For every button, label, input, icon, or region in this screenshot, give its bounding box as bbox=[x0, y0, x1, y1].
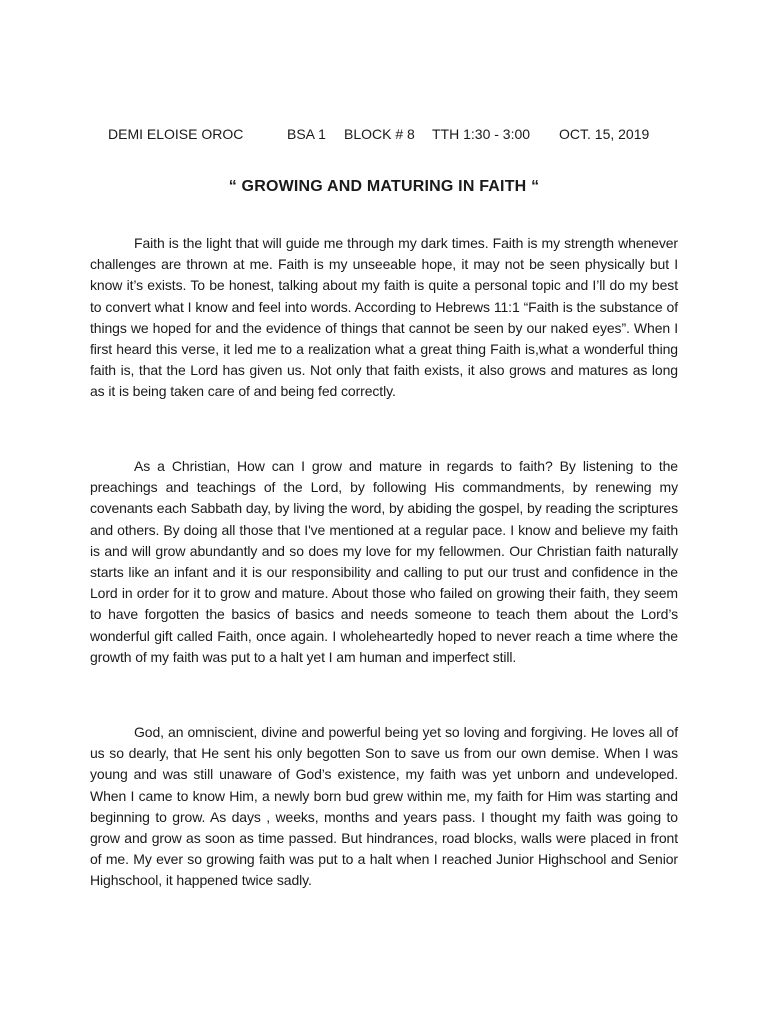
paragraph: As a Christian, How can I grow and mature in regards to faith? By listening to the preachings and teachings of the Lord, by following His commandments, by renewing my covenants each Sabbath day, by living the word, by abiding the gospel, by reading the scriptures and others. By doing all those that I've mentioned at a regular pace. I know and believe my faith is and will grow abundantly and so does my love for my fellowmen. Our Christian faith naturally starts like an infant and it is our responsibility and calling to put our trust and confidence in the Lord in order for it to grow and mature. About those who failed on growing their faith, they seem to have forgotten the basics of basics and needs someone to teach them about the Lord’s wonderful gift called Faith, once again. I wholeheartedly hoped to never reach a time where the growth of my faith was put to a halt yet I am human and imperfect still. bbox=[90, 458, 678, 665]
paragraph-1-block bbox=[90, 233, 678, 403]
document-title: “ GROWING AND MATURING IN FAITH “ bbox=[228, 178, 540, 195]
author-name: DEMI ELOISE OROC bbox=[108, 126, 244, 142]
header-line bbox=[0, 124, 768, 144]
course-code: BSA 1 bbox=[287, 126, 326, 142]
paragraph: God, an omniscient, divine and powerful being yet so loving and forgiving. He loves all of us so dearly, that He sent his only begotten Son to save us from our own demise. When I was young and was still unaware of God’s existence, my faith was yet unborn and undeveloped. When I came to know Him, a newly born bud grew within me, my faith for Him was starting and beginning to grow. As days , weeks, months and years pass. I thought my faith was going to grow and grow as soon as time passed. But hindrances, road blocks, walls were placed in front of me. My ever so growing faith was put to a halt when I reached Junior Highschool and Senior Highschool, it happened twice sadly. bbox=[90, 724, 678, 889]
class-schedule: TTH 1:30 - 3:00 bbox=[432, 126, 531, 142]
document-date: OCT. 15, 2019 bbox=[559, 126, 650, 142]
paragraph-3-block bbox=[90, 722, 678, 892]
paragraph-2-block bbox=[90, 456, 678, 668]
block-number: BLOCK # 8 bbox=[344, 126, 415, 142]
paragraph: Faith is the light that will guide me through my dark times. Faith is my strength whenever challenges are thrown at me. Faith is my unseeable hope, it may not be seen physically but I know it’s exists. To be honest, talking about my faith is quite a personal topic and I’ll do my best to convert what I know and feel into words. According to Hebrews 11:1 “Faith is the substance of things we hoped for and the evidence of things that cannot be seen by our naked eyes”. When I first heard this verse, it led me to a realization what a great thing Faith is,what a wonderful thing faith is, that the Lord has given us. Not only that faith exists, it also grows and matures as long as it is being taken care of and being fed correctly. bbox=[90, 235, 678, 400]
